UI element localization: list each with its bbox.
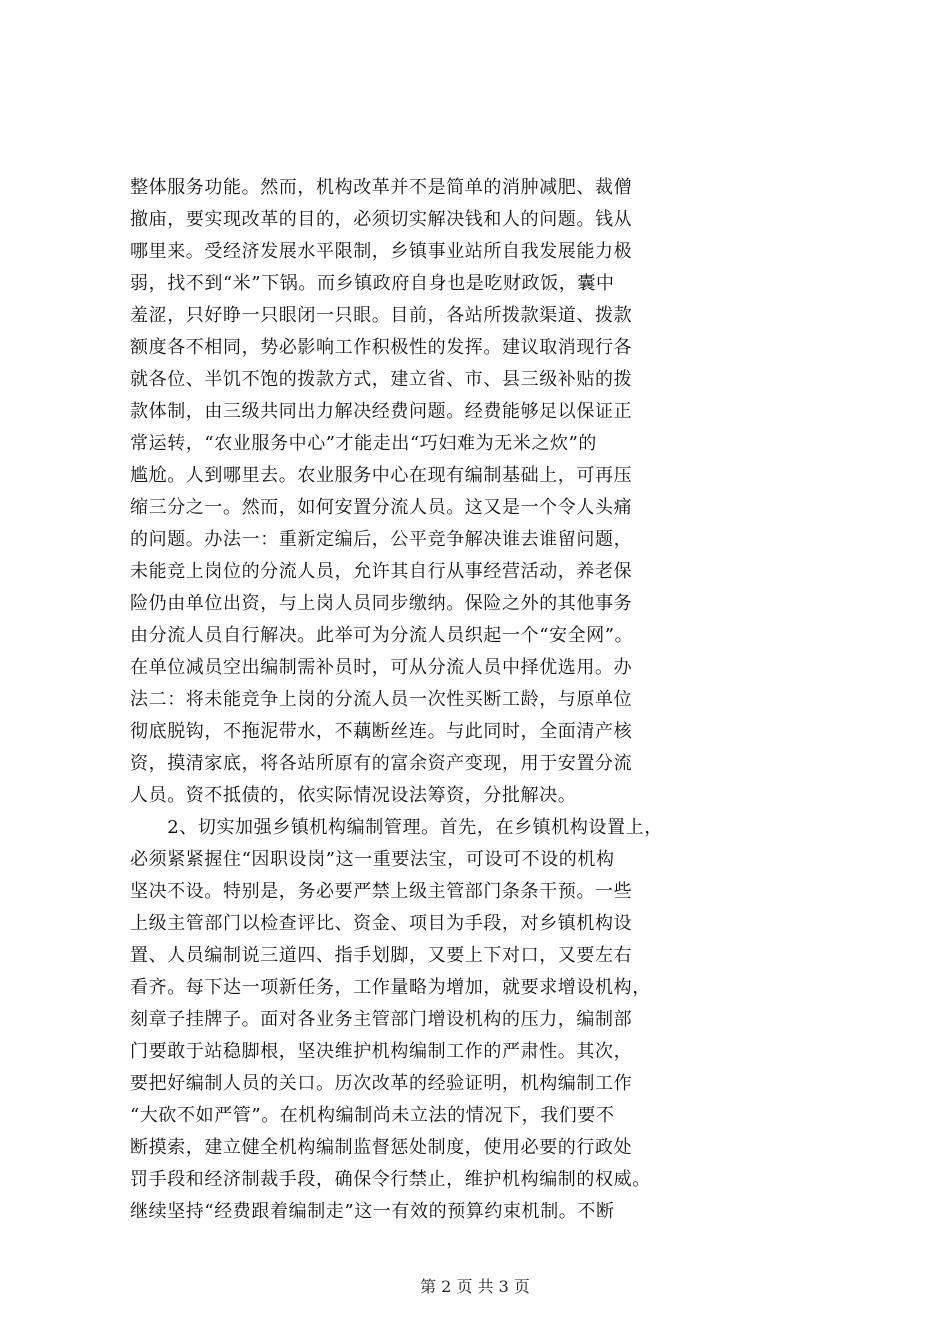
body-text bbox=[130, 172, 830, 1228]
text-line: 在单位减员空出编制需补员时，可从分流人员中择优选用。办 bbox=[130, 657, 633, 678]
text-line: 尴尬。人到哪里去。农业服务中心在现有编制基础上，可再压 bbox=[130, 465, 633, 486]
text-line: 哪里来。受经济发展水平限制，乡镇事业站所自我发展能力极 bbox=[130, 241, 633, 262]
text-line: 看齐。每下达一项新任务，工作量略为增加，就要求增设机构， bbox=[130, 977, 651, 998]
text-line: 撤庙，要实现改革的目的，必须切实解决钱和人的问题。钱从 bbox=[130, 209, 633, 230]
text-line: 羞涩，只好睁一只眼闭一只眼。目前，各站所拨款渠道、拨款 bbox=[130, 305, 633, 326]
text-line: 彻底脱钩，不拖泥带水，不藕断丝连。与此同时，全面清产核 bbox=[130, 721, 633, 742]
text-line: 上级主管部门以检查评比、资金、项目为手段，对乡镇机构设 bbox=[130, 913, 633, 934]
text-line: 款体制，由三级共同出力解决经费问题。经费能够足以保证正 bbox=[130, 401, 633, 422]
text-line: 额度各不相同，势必影响工作积极性的发挥。建议取消现行各 bbox=[130, 337, 633, 358]
text-line: 弱，找不到“米”下锅。而乡镇政府自身也是吃财政饭，囊中 bbox=[130, 273, 615, 294]
text-line: 常运转，“农业服务中心”才能走出“巧妇难为无米之炊”的 bbox=[130, 433, 598, 454]
text-line: 罚手段和经济制裁手段，确保令行禁止，维护机构编制的权威。 bbox=[130, 1169, 651, 1190]
text-line: 由分流人员自行解决。此举可为分流人员织起一个“安全网”。 bbox=[130, 625, 634, 646]
text-line: 要把好编制人员的关口。历次改革的经验证明，机构编制工作 bbox=[130, 1073, 633, 1094]
text-line: 2、切实加强乡镇机构编制管理。首先，在乡镇机构设置上， bbox=[130, 817, 663, 838]
text-line: 就各位、半饥不饱的拨款方式，建立省、市、县三级补贴的拨 bbox=[130, 369, 633, 390]
text-line: 刻章子挂牌子。面对各业务主管部门增设机构的压力，编制部 bbox=[130, 1009, 633, 1030]
page-footer: 第 2 页 共 3 页 bbox=[420, 1277, 530, 1296]
text-line: 的问题。办法一：重新定编后，公平竞争解决谁去谁留问题， bbox=[130, 529, 633, 550]
text-line: 坚决不设。特别是，务必要严禁上级主管部门条条干预。一些 bbox=[130, 881, 633, 902]
text-line: 险仍由单位出资，与上岗人员同步缴纳。保险之外的其他事务 bbox=[130, 593, 633, 614]
text-line: 断摸索，建立健全机构编制监督惩处制度，使用必要的行政处 bbox=[130, 1137, 633, 1158]
text-line: 门要敢于站稳脚根，坚决维护机构编制工作的严肃性。其次， bbox=[130, 1041, 633, 1062]
text-line: 整体服务功能。然而，机构改革并不是简单的消肿减肥、裁僧 bbox=[130, 177, 633, 198]
text-line: 必须紧紧握住“因职设岗”这一重要法宝，可设可不设的机构 bbox=[130, 849, 615, 870]
text-line: 法二：将未能竞争上岗的分流人员一次性买断工龄，与原单位 bbox=[130, 689, 633, 710]
text-line: 缩三分之一。然而，如何安置分流人员。这又是一个令人头痛 bbox=[130, 497, 633, 518]
text-line: 未能竞上岗位的分流人员，允许其自行从事经营活动，养老保 bbox=[130, 561, 633, 582]
text-line: 人员。资不抵债的，依实际情况设法筹资，分批解决。 bbox=[130, 785, 577, 806]
text-line: 资，摸清家底，将各站所原有的富余资产变现，用于安置分流 bbox=[130, 753, 633, 774]
text-line: “大砍不如严管”。在机构编制尚未立法的情况下，我们要不 bbox=[130, 1105, 615, 1126]
text-line: 置、人员编制说三道四、指手划脚，又要上下对口，又要左右 bbox=[130, 945, 633, 966]
text-line: 继续坚持“经费跟着编制走”这一有效的预算约束机制。不断 bbox=[130, 1201, 615, 1222]
